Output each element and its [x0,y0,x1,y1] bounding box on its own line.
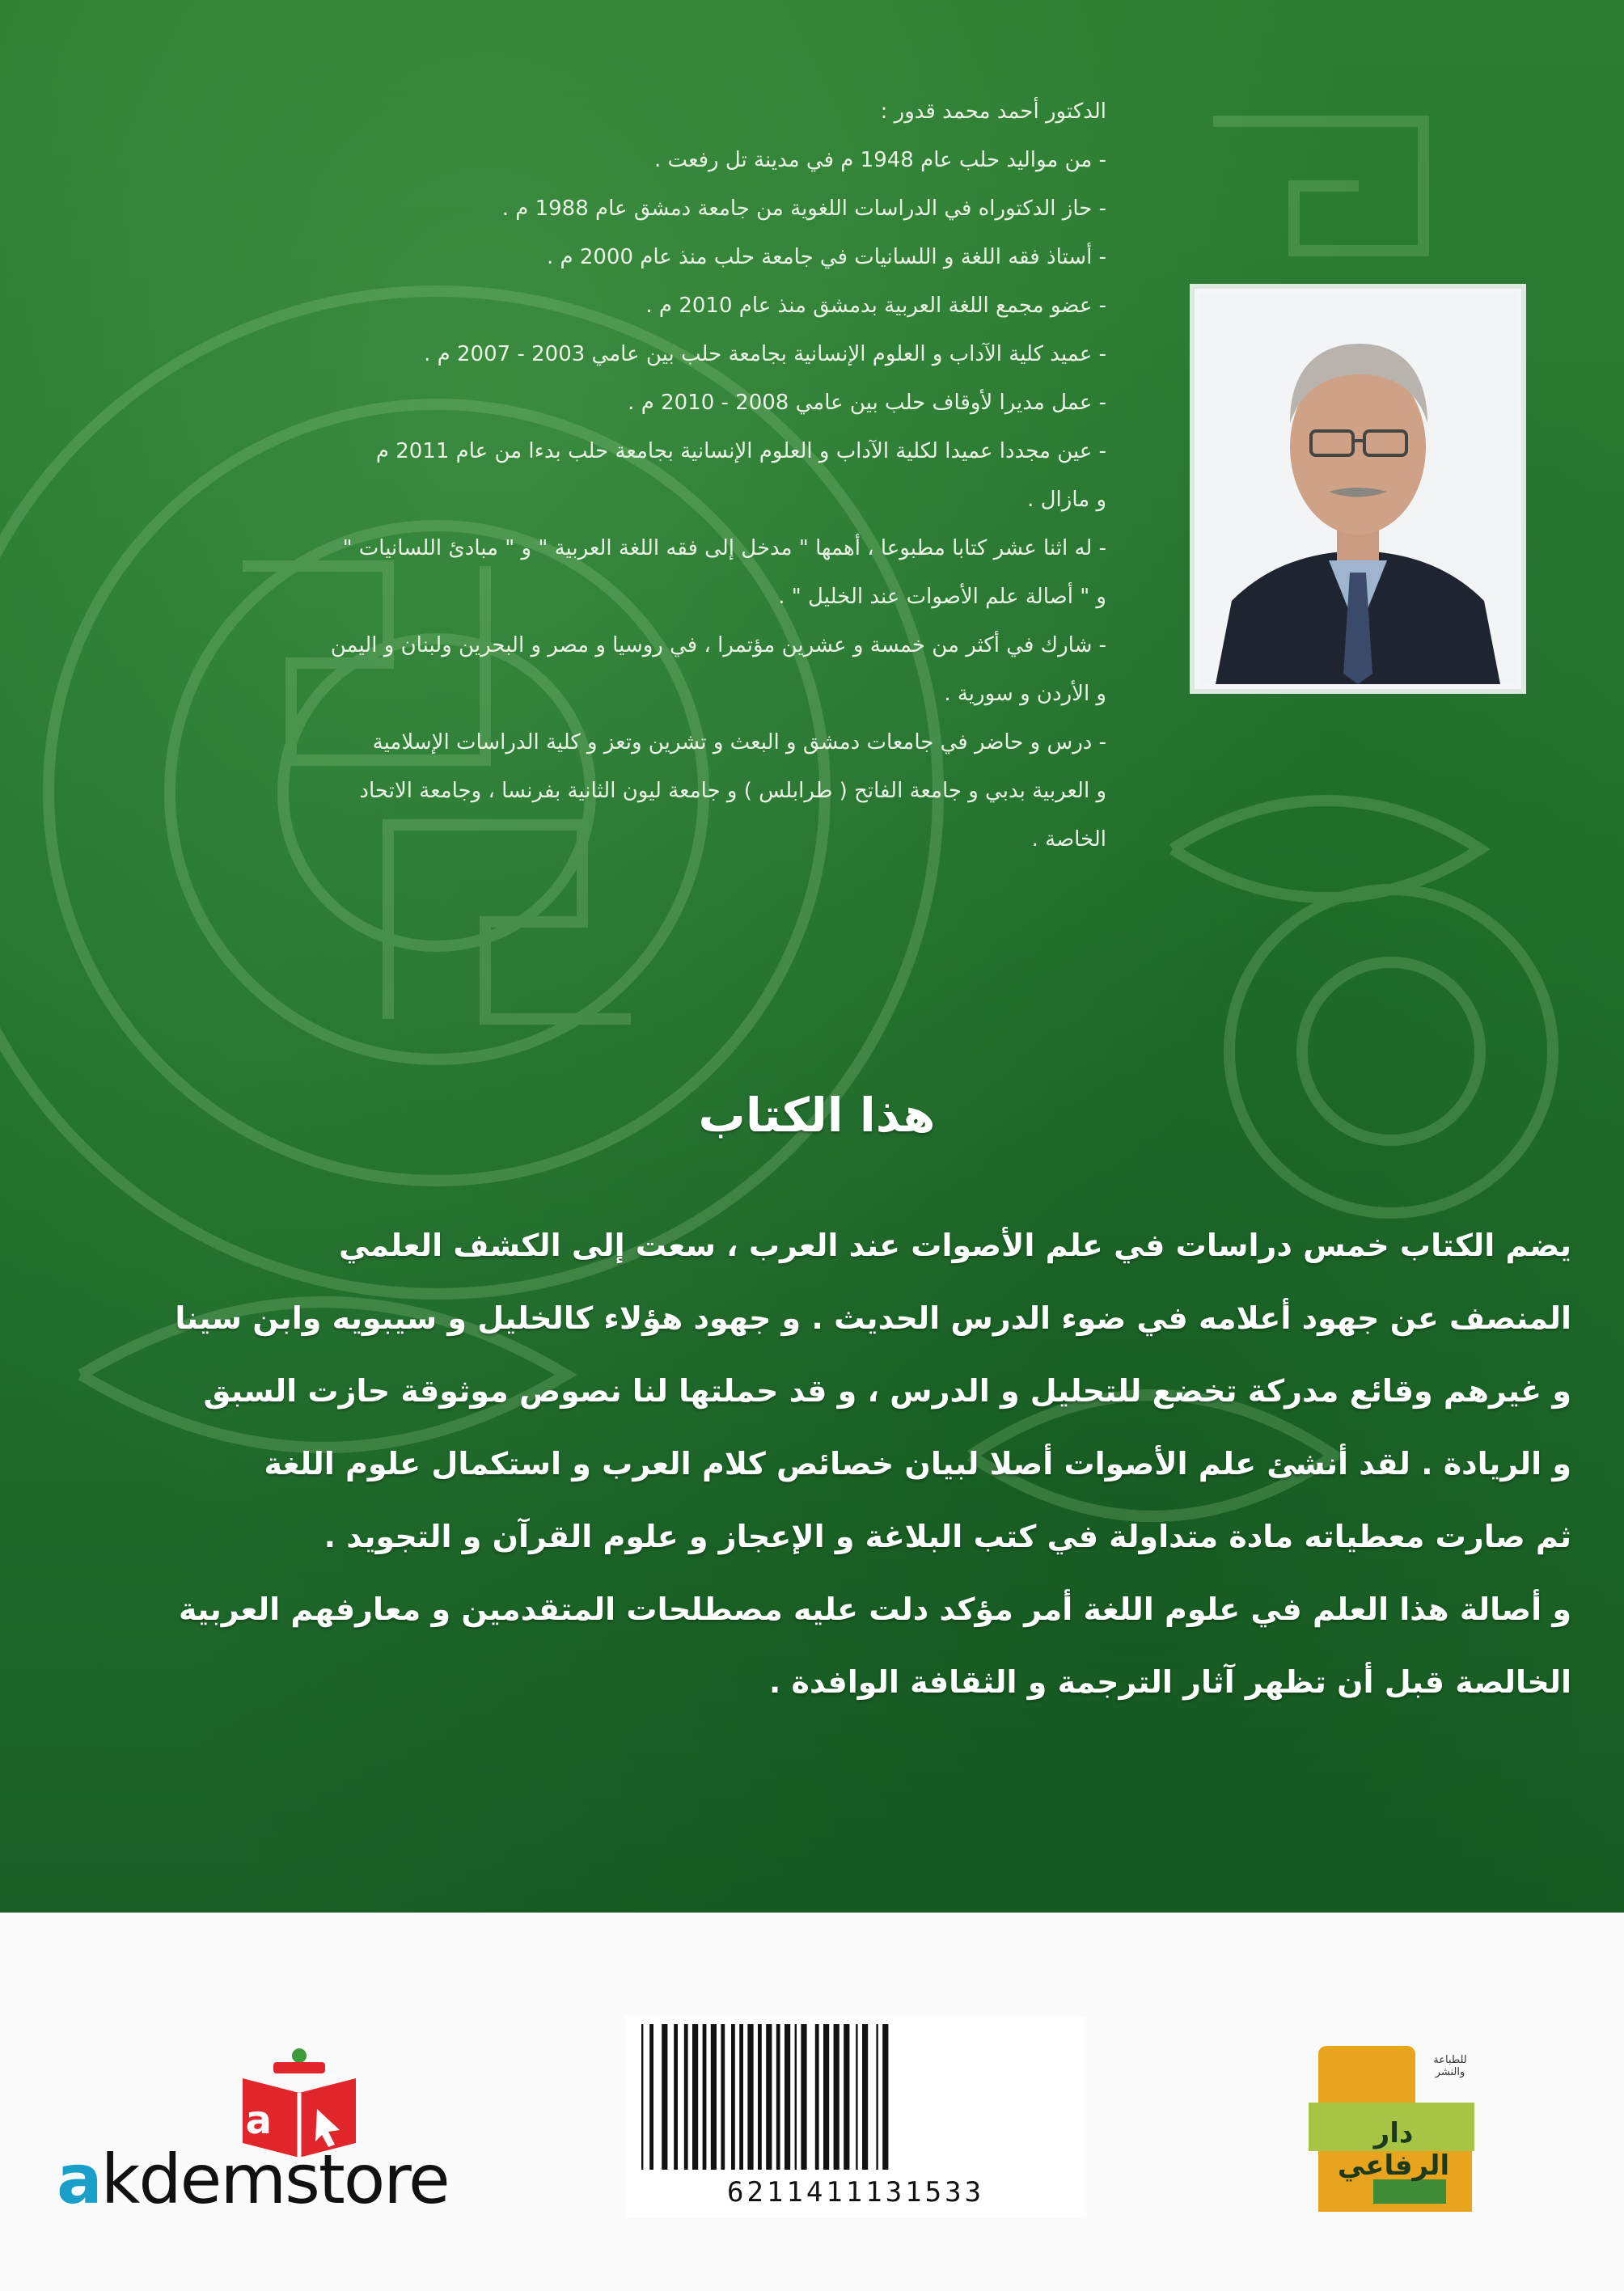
description-line: ثم صارت معطياته مادة متداولة في كتب البلاغة و الإعجاز و علوم القرآن و التجويد . [324,1519,1571,1554]
bio-item: الخاصة . [1031,827,1106,852]
barcode-bar [795,2024,797,2170]
bio-item: - عين مجددا عميدا لكلية الآداب و العلوم الإنسانية بجامعة حلب بدءا من عام 2011 م [375,439,1106,463]
barcode-bar [834,2024,839,2170]
publisher-tagline: للطباعة والنشر [1433,2054,1467,2078]
barcode-bar [684,2024,688,2170]
description-line: الخالصة قبل أن تظهر آثار الترجمة و الثقافة الوافدة . [768,1664,1571,1700]
bio-item: - درس و حاضر في جامعات دمشق و البعث و تشرين وتعز و كلية الدراسات الإسلامية [372,730,1106,755]
book-description [51,1209,1571,1718]
bio-item: - أستاذ فقه اللغة و اللسانيات في جامعة حلب منذ عام 2000 م . [546,245,1106,269]
description-line: و الريادة . لقد أنشئ علم الأصوات أصلا لبيان خصائص كلام العرب و استكمال علوم اللغة [264,1446,1571,1482]
author-bio-list [104,89,1106,865]
isbn-barcode [625,2016,1086,2218]
barcode-bar [776,2024,780,2170]
barcode-bar [844,2024,849,2170]
bio-item: و الأردن و سورية . [944,682,1106,706]
publisher-logo [1309,2046,1487,2212]
barcode-bar [766,2024,772,2170]
barcode-bar [747,2024,753,2170]
barcode-bar [662,2024,667,2170]
barcode-bar [862,2024,868,2170]
barcode-bar [649,2024,653,2170]
barcode-bar [801,2024,806,2170]
barcode-bar [785,2024,790,2170]
store-name-accent: a [57,2140,101,2219]
bio-item: - عضو مجمع اللغة العربية بدمشق منذ عام 2010 م . [645,294,1106,318]
bio-item: الدكتور أحمد محمد قدور : [880,99,1106,124]
bio-item: - له اثنا عشر كتابا مطبوعا ، أهمها " مدخل إلى فقه اللغة العربية " و " مبادئ اللسانيات " [342,536,1106,560]
bio-item: - من مواليد حلب عام 1948 م في مدينة تل رفعت . [654,148,1106,172]
publisher-name: دار الرفاعي [1337,2117,1450,2182]
svg-text:a: a [245,2098,272,2143]
barcode-bar [758,2024,762,2170]
bio-item: و " أصالة علم الأصوات عند الخليل " . [778,585,1106,609]
barcode-bar [815,2024,819,2170]
store-name [57,2140,493,2219]
barcode-bar [721,2024,725,2170]
description-line: و أصالة هذا العلم في علوم اللغة أمر مؤكد دلت عليه مصطلحات المتقدمين و معارفهم العربية [178,1591,1571,1627]
barcode-bar [739,2024,743,2170]
description-line: المنصف عن جهود أعلامه في ضوء الدرس الحديث . و جهود هؤلاء كالخليل و سيبويه وابن سينا [175,1300,1571,1336]
barcode-bar [703,2024,707,2170]
barcode-digits: 6211411131533 [726,2176,985,2209]
akdemstore-logo [57,2046,493,2219]
store-name-rest: kdemstore [100,2140,449,2219]
barcode-bar [674,2024,678,2170]
barcode-bars [625,2016,1086,2178]
author-portrait-graphic [1199,294,1516,684]
barcode-bar [731,2024,735,2170]
barcode-bar [641,2024,643,2170]
bio-item: و العربية بدبي و جامعة الفاتح ( طرابلس ) و جامعة ليون الثانية بفرنسا ، وجامعة الاتحاد [359,779,1106,803]
barcode-bar [882,2024,888,2170]
bio-item: - عميد كلية الآداب و العلوم الإنسانية بجامعة حلب بين عامي 2003 - 2007 م . [424,342,1106,366]
author-photo [1193,287,1523,691]
barcode-bar [876,2024,878,2170]
barcode-bar [823,2024,829,2170]
bio-item: و مازال . [1027,488,1106,512]
barcode-bar [856,2024,857,2170]
section-title: هذا الكتاب [698,1088,936,1143]
bio-item: - حاز الدكتوراه في الدراسات اللغوية من جامعة دمشق عام 1988 م . [501,197,1106,221]
bio-item: - شارك في أكثر من خمسة و عشرين مؤتمرا ، في روسيا و مصر و البحرين ولبنان و اليمن [330,633,1106,657]
bio-item: - عمل مديرا لأوقاف حلب بين عامي 2008 - 2010 م . [628,391,1106,415]
description-line: يضم الكتاب خمس دراسات في علم الأصوات عند العرب ، سعت إلى الكشف العلمي [338,1228,1571,1263]
barcode-bar [711,2024,717,2170]
barcode-bar [692,2024,698,2170]
description-line: و غيرهم وقائع مدركة تخضع للتحليل و الدرس ، و قد حملتها لنا نصوص موثوقة حازت السبق [203,1373,1571,1409]
